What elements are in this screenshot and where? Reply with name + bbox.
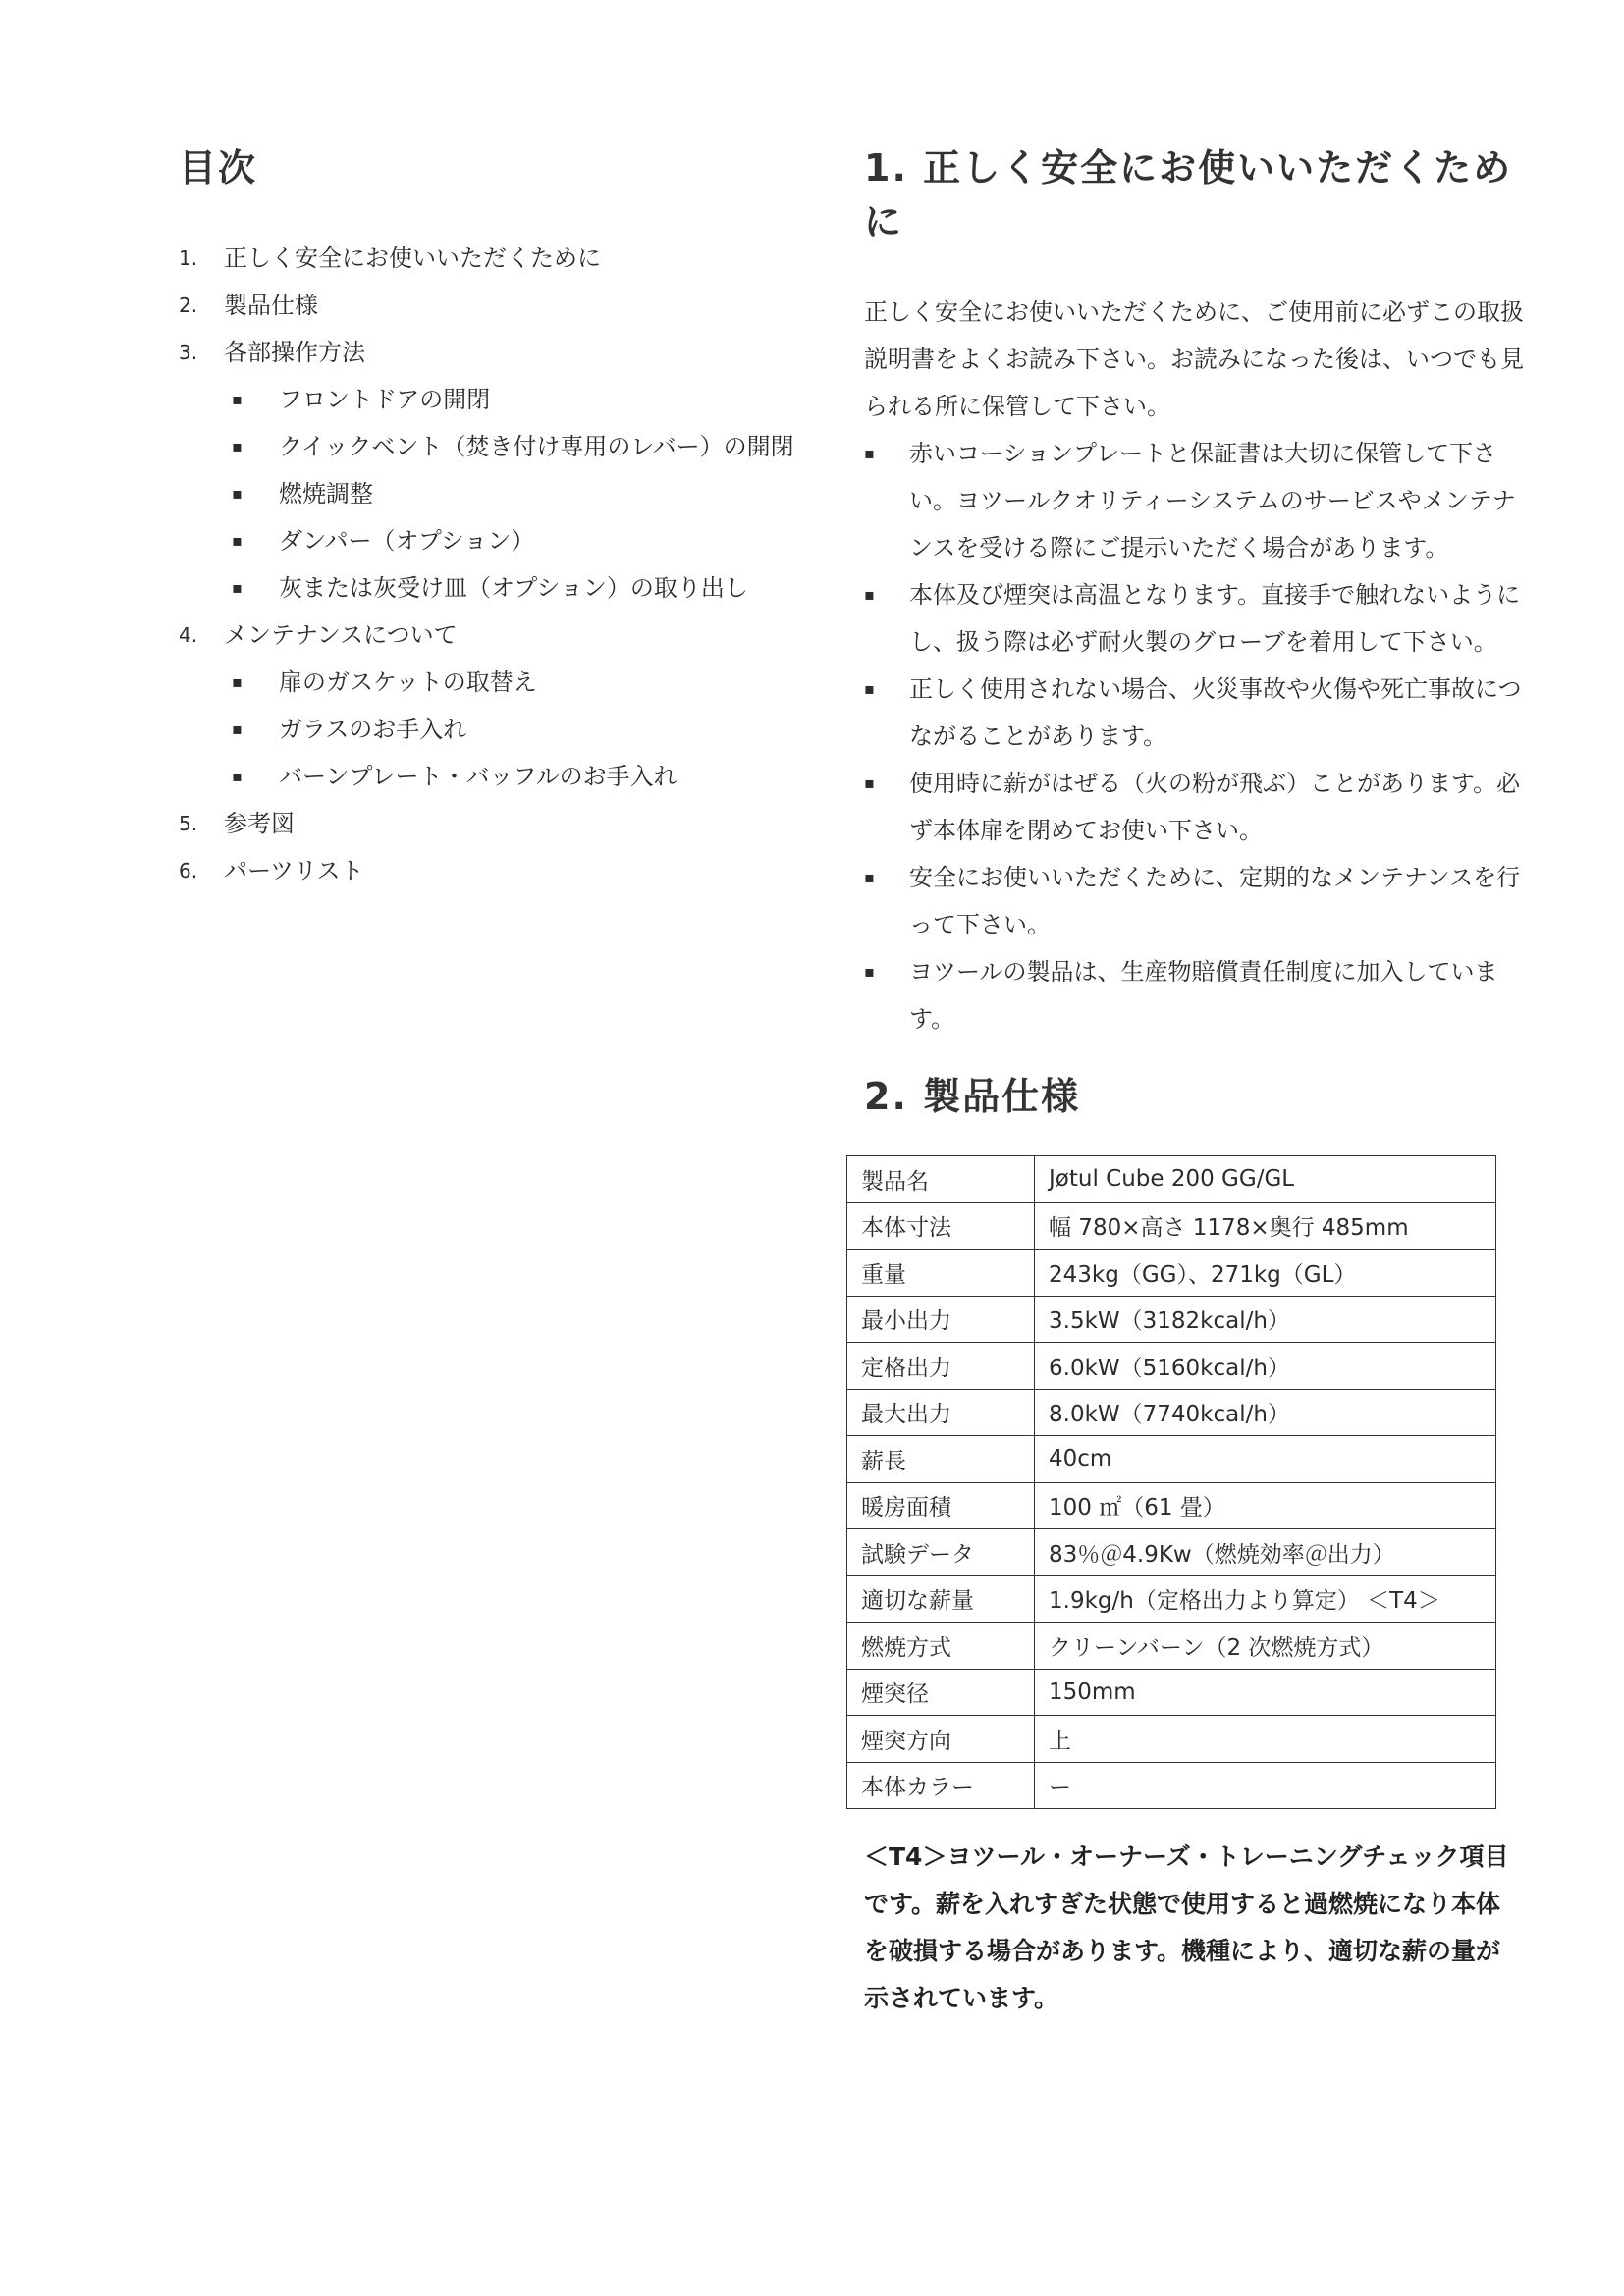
spec-row — [847, 1436, 1496, 1483]
spec-value: 8.0kW（7740kcal/h） — [1035, 1389, 1496, 1436]
toc-item-number: 3. — [179, 341, 198, 364]
toc-subitem — [179, 517, 807, 564]
section1-intro: 正しく安全にお使いいただくために、ご使用前に必ずこの取扱説明書をよくお読み下さい。お読みになった後は、いつでも見られる所に保管して下さい。 — [864, 298, 1524, 420]
toc-subitem — [179, 423, 807, 470]
spec-row — [847, 1202, 1496, 1250]
spec-key: 定格出力 — [847, 1343, 1035, 1390]
caution-bullet-text: 使用時に薪がはぜる（火の粉が飛ぶ）ことがあります。必ず本体扉を閉めてお使い下さい。 — [909, 770, 1521, 844]
toc-subitem — [179, 470, 807, 517]
caution-bullet — [864, 948, 1532, 1042]
bullet-icon: ▪ — [232, 390, 243, 408]
toc-item — [179, 800, 807, 847]
spec-row — [847, 1762, 1496, 1809]
toc-list — [179, 235, 807, 894]
toc-item-number: 2. — [179, 294, 198, 317]
toc-subitem-text: 扉のガスケットの取替え — [279, 668, 537, 696]
spec-row — [847, 1389, 1496, 1436]
spec-row — [847, 1669, 1496, 1716]
content-column — [864, 137, 1532, 1146]
toc-subitem — [179, 659, 807, 706]
caution-bullet-text: 正しく使用されない場合、火災事故や火傷や死亡事故につながることがあります。 — [909, 675, 1522, 750]
spec-value: ー — [1035, 1762, 1496, 1809]
bullet-icon: ▪ — [232, 437, 243, 455]
toc-title: 目次 — [179, 146, 258, 189]
toc-subitem-text: 燃焼調整 — [279, 480, 373, 507]
toc-item-text: 正しく安全にお使いいただくために — [224, 244, 601, 272]
t4-note: ＜T4＞ヨツール・オーナーズ・トレーニングチェック項目です。薪を入れすぎた状態で使用すると過燃焼になり本体を破損する場合があります。機種により、適切な薪の量が示されています。 — [864, 1842, 1509, 2012]
spec-key: 製品名 — [847, 1156, 1035, 1203]
spec-key: 本体カラー — [847, 1762, 1035, 1809]
spec-value: 6.0kW（5160kcal/h） — [1035, 1343, 1496, 1390]
spec-value: Jøtul Cube 200 GG/GL — [1035, 1156, 1496, 1203]
spec-key: 重量 — [847, 1250, 1035, 1297]
toc-item-number: 1. — [179, 246, 198, 270]
spec-value: 3.5kW（3182kcal/h） — [1035, 1296, 1496, 1343]
spec-value: 83％＠4.9Kw（燃焼効率＠出力） — [1035, 1529, 1496, 1576]
spec-row — [847, 1529, 1496, 1576]
spec-row — [847, 1296, 1496, 1343]
spec-value: クリーンバーン（2 次燃焼方式） — [1035, 1623, 1496, 1670]
toc-subitem-text: 灰または灰受け皿（オプション）の取り出し — [279, 574, 748, 602]
caution-bullet-text: 本体及び煙突は高温となります。直接手で触れないようにし、扱う際は必ず耐火製のグローブを着用して下さい。 — [909, 581, 1521, 656]
spec-value: 40cm — [1035, 1436, 1496, 1483]
spec-row — [847, 1482, 1496, 1529]
bullet-icon: ▪ — [864, 774, 875, 792]
spec-key: 薪長 — [847, 1436, 1035, 1483]
spec-row — [847, 1250, 1496, 1297]
toc-item-text: 製品仕様 — [224, 292, 318, 319]
spec-row — [847, 1716, 1496, 1763]
spec-key: 適切な薪量 — [847, 1575, 1035, 1623]
spec-row — [847, 1156, 1496, 1203]
section2-title: 2. 製品仕様 — [864, 1075, 1081, 1118]
toc-item — [179, 847, 807, 894]
spec-key: 煙突方向 — [847, 1716, 1035, 1763]
toc-item-number: 5. — [179, 812, 198, 835]
bullet-icon: ▪ — [232, 578, 243, 597]
spec-value: 1.9kg/h（定格出力より算定） ＜T4＞ — [1035, 1575, 1496, 1623]
spec-key: 煙突径 — [847, 1669, 1035, 1716]
bullet-icon: ▪ — [232, 720, 243, 738]
spec-key: 本体寸法 — [847, 1202, 1035, 1250]
caution-bullet-text: ヨツールの製品は、生産物賠償責任制度に加入しています。 — [909, 958, 1498, 1033]
caution-bullet — [864, 666, 1532, 760]
caution-bullet-text: 赤いコーションプレートと保証書は大切に保管して下さい。ヨツールクオリティーシステムのサービスやメンテナンスを受ける際にご提示いただく場合があります。 — [909, 440, 1516, 561]
spec-key: 暖房面積 — [847, 1482, 1035, 1529]
toc-item — [179, 235, 807, 282]
toc-subitem — [179, 753, 807, 800]
bullet-icon: ▪ — [864, 679, 875, 698]
toc-item-text: 各部操作方法 — [224, 339, 365, 366]
toc-column — [179, 137, 807, 894]
bullet-icon: ▪ — [864, 962, 875, 981]
spec-key: 最小出力 — [847, 1296, 1035, 1343]
bullet-icon: ▪ — [864, 868, 875, 886]
toc-item-number: 4. — [179, 623, 198, 647]
bullet-icon: ▪ — [232, 484, 243, 503]
bullet-icon: ▪ — [864, 585, 875, 604]
toc-item — [179, 329, 807, 376]
toc-item — [179, 282, 807, 329]
toc-item-text: メンテナンスについて — [224, 621, 458, 649]
caution-bullet — [864, 571, 1532, 666]
spec-value: 幅 780×高さ 1178×奥行 485mm — [1035, 1202, 1496, 1250]
caution-bullet — [864, 430, 1532, 571]
bullet-icon: ▪ — [864, 444, 875, 462]
spec-value: 100 ㎡（61 畳） — [1035, 1482, 1496, 1529]
spec-table — [846, 1155, 1496, 1809]
spec-value: 150mm — [1035, 1669, 1496, 1716]
spec-key: 燃焼方式 — [847, 1623, 1035, 1670]
spec-row — [847, 1623, 1496, 1670]
spec-key: 試験データ — [847, 1529, 1035, 1576]
toc-subitem-text: ガラスのお手入れ — [279, 716, 467, 743]
spec-row — [847, 1343, 1496, 1390]
spec-value: 上 — [1035, 1716, 1496, 1763]
toc-item-text: パーツリスト — [224, 857, 364, 884]
bullet-icon: ▪ — [232, 531, 243, 550]
caution-bullet — [864, 760, 1532, 854]
section1-title: 1. 正しく安全にお使いいただくために — [864, 146, 1513, 243]
toc-item-number: 6. — [179, 859, 198, 882]
spec-key: 最大出力 — [847, 1389, 1035, 1436]
toc-subitem — [179, 706, 807, 753]
toc-item-text: 参考図 — [224, 810, 295, 837]
toc-subitem-text: フロントドアの開閉 — [279, 386, 491, 413]
spec-row — [847, 1575, 1496, 1623]
bullet-icon: ▪ — [232, 767, 243, 785]
caution-bullet-text: 安全にお使いいただくために、定期的なメンテナンスを行って下さい。 — [909, 864, 1521, 938]
toc-subitem-text: バーンプレート・バッフルのお手入れ — [279, 763, 677, 790]
toc-subitem — [179, 564, 807, 612]
toc-subitem-text: クイックベント（焚き付け専用のレバー）の開閉 — [279, 433, 794, 460]
toc-item — [179, 612, 807, 659]
toc-subitem-text: ダンパー（オプション） — [279, 527, 535, 555]
bullet-icon: ▪ — [232, 672, 243, 691]
caution-bullet — [864, 854, 1532, 948]
spec-value: 243kg（GG）、271kg（GL） — [1035, 1250, 1496, 1297]
toc-subitem — [179, 376, 807, 423]
section1-bullets — [864, 430, 1532, 1042]
